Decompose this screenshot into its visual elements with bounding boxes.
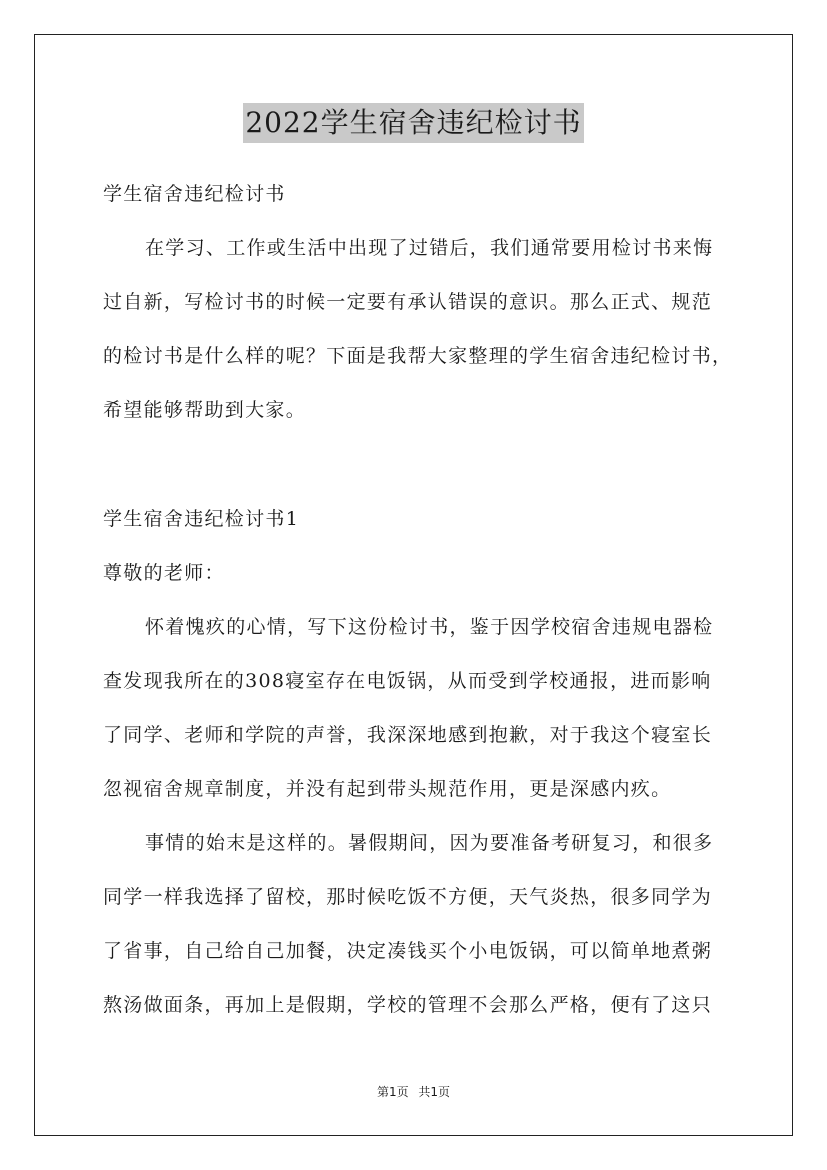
paragraph-line: 在学习、工作或生活中出现了过错后，我们通常要用检讨书来悔 xyxy=(145,237,714,259)
page-footer xyxy=(0,1083,827,1100)
paragraph-line: 事情的始末是这样的。暑假期间，因为要准备考研复习，和很多 xyxy=(145,832,714,854)
paragraph-line: 忽视宿舍规章制度，并没有起到带头规范作用，更是深感内疚。 xyxy=(103,778,672,800)
paragraph-line: 了同学、老师和学院的声誉，我深深地感到抱歉，对于我这个寝室长 xyxy=(103,724,713,746)
section-heading: 学生宿舍违纪检讨书 xyxy=(103,183,286,205)
section-heading: 学生宿舍违纪检讨书1 xyxy=(103,508,300,530)
paragraph-line: 怀着愧疚的心情，写下这份检讨书，鉴于因学校宿舍违规电器检 xyxy=(145,616,714,638)
paragraph-line: 熬汤做面条，再加上是假期，学校的管理不会那么严格，便有了这只 xyxy=(103,994,713,1016)
paragraph-line: 过自新，写检讨书的时候一定要有承认错误的意识。那么正式、规范 xyxy=(103,291,713,313)
paragraph-line: 同学一样我选择了留校，那时候吃饭不方便，天气炎热，很多同学为 xyxy=(103,886,713,908)
paragraph-line: 的检讨书是什么样的呢？下面是我帮大家整理的学生宿舍违纪检讨书， xyxy=(103,345,733,367)
salutation: 尊敬的老师： xyxy=(103,562,225,584)
page-number: 第1页 xyxy=(376,1085,409,1099)
paragraph-line: 了省事，自己给自己加餐，决定凑钱买个小电饭锅，可以简单地煮粥 xyxy=(103,940,713,962)
paragraph-line: 查发现我所在的308寝室存在电饭锅，从而受到学校通报，进而影响 xyxy=(103,670,712,692)
document-title: 2022学生宿舍违纪检讨书 xyxy=(243,103,583,143)
title-container xyxy=(0,103,827,143)
paragraph-line: 希望能够帮助到大家。 xyxy=(103,399,307,421)
page-total: 共1页 xyxy=(418,1085,451,1099)
